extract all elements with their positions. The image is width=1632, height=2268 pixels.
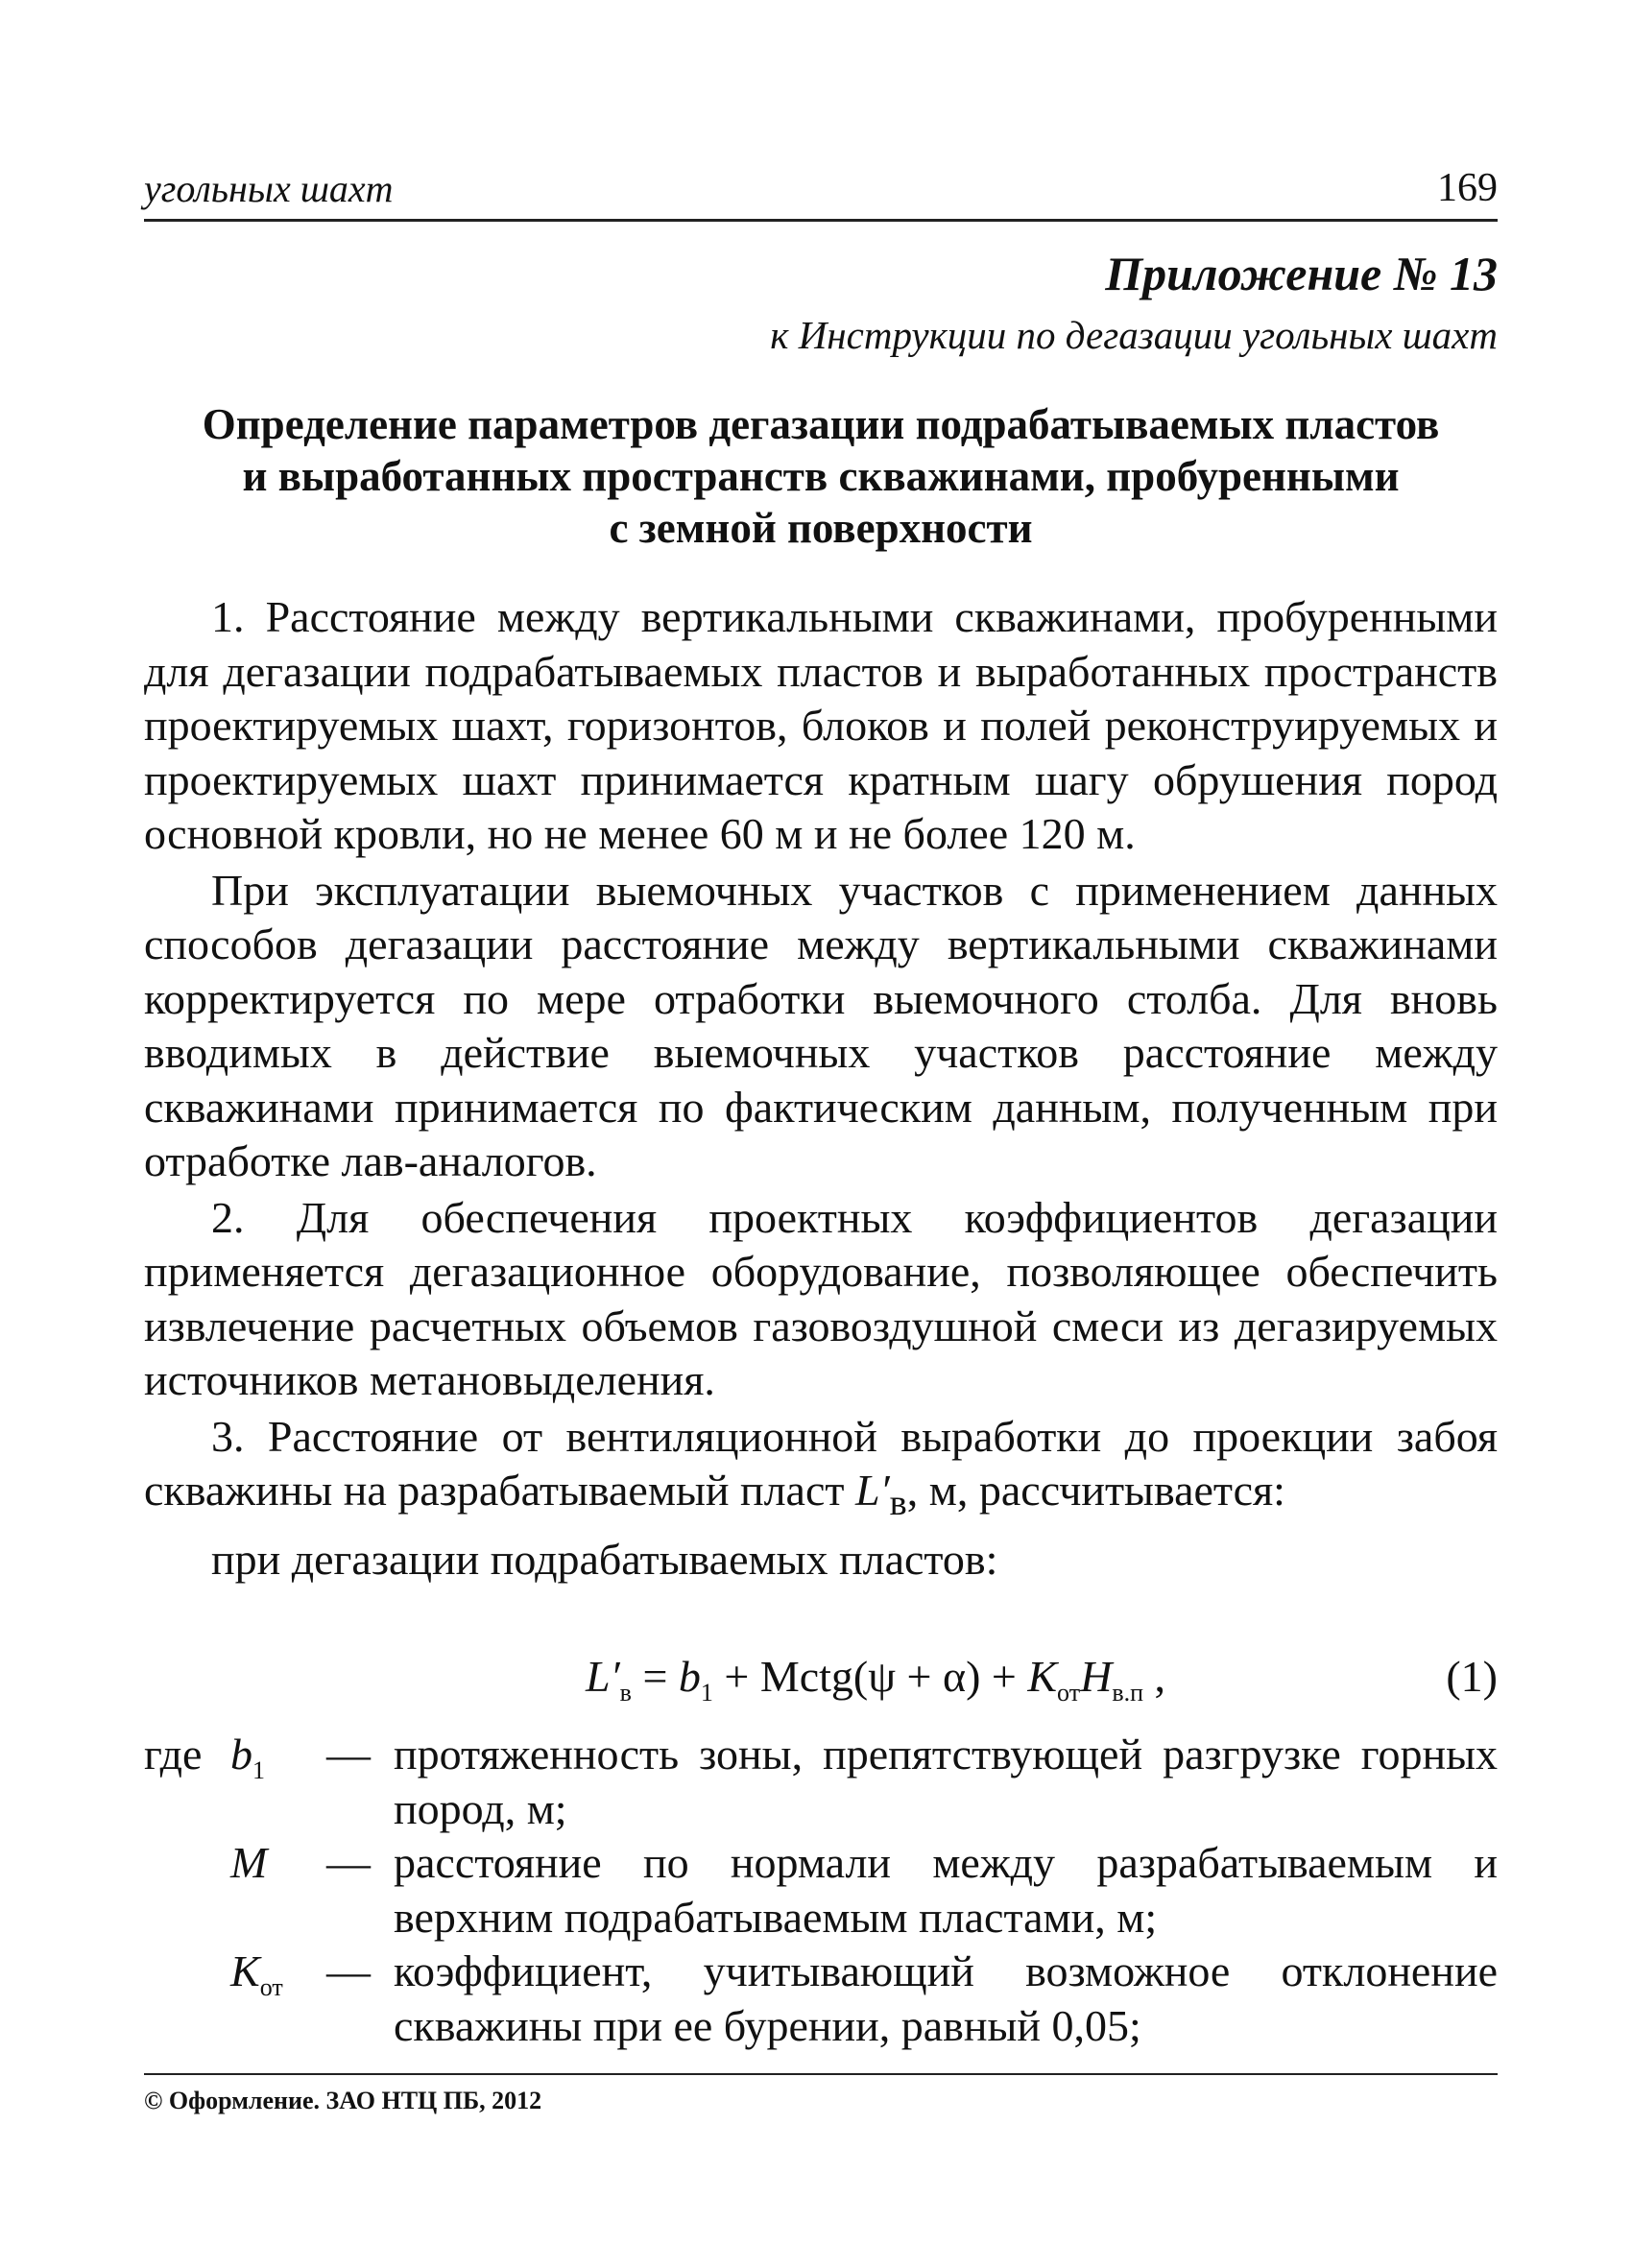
definition-prefix (144, 1836, 230, 1945)
definition-symbol-main: M (230, 1838, 268, 1887)
formula: $L'_в = b_1$ + Mctg(ψ + $\alpha) + K_{от}H_{в.п}$ , (586, 1652, 1166, 1707)
paragraph-4-symbol-sub: в (889, 1483, 907, 1524)
formula-row (144, 1651, 1498, 1708)
definitions-list (144, 1728, 1498, 2053)
appendix-block (770, 242, 1498, 365)
paragraph-4-text-a: 3. Расстояние от вентиляционной выработки до проекции забоя скважины на разрабатываемый пласт (144, 1411, 1498, 1515)
heading-line-1: Определение параметров дегазации подрабатываемых пластов (202, 400, 1440, 448)
definition-item (144, 1728, 1498, 1836)
page-number: 169 (1437, 166, 1498, 210)
paragraph-5: при дегазации подрабатываемых пластов: (211, 1534, 998, 1584)
definition-text: протяженность зоны, препятствующей разгрузке горных пород, м; (394, 1730, 1498, 1833)
paragraph-4 (144, 1410, 1498, 1531)
formula-h-sub: в.п (1112, 1679, 1144, 1707)
appendix-title: Приложение № 13 (1105, 247, 1498, 300)
definition-symbol (230, 1728, 326, 1836)
equation-number: (1) (1446, 1652, 1498, 1701)
definition-prefix: где (144, 1730, 203, 1779)
formula-h: H (1080, 1652, 1113, 1701)
formula-m-term: + Mctg(ψ + α) + (724, 1652, 1017, 1701)
formula-k-sub: от (1057, 1679, 1081, 1707)
definition-dash: — (326, 1730, 371, 1779)
definition-dash: — (326, 1838, 371, 1887)
definition-dash: — (326, 1946, 371, 1995)
body-text (144, 590, 1498, 1588)
definition-symbol-sub: 1 (252, 1756, 265, 1785)
paragraph-2: При эксплуатации выемочных участков с применением данных способов дегазации расстояние между вертикальными скважинами корректируется по мере отработки выемочного столба. Для вновь вводимых в действие выемочных участков расстояние между скважинами принимается по фактическим данным, полученным при отработке лав-аналогов. (144, 865, 1498, 1185)
definition-item (144, 1836, 1498, 1945)
definition-symbol-main: K (230, 1946, 260, 1995)
formula-lhs: L′ (586, 1652, 620, 1701)
page-footer (144, 2073, 1498, 2115)
definition-symbol (230, 1945, 326, 2053)
formula-k: K (1027, 1652, 1058, 1701)
paragraph-4-text-b: , м, рассчитывается: (906, 1466, 1285, 1515)
definition-text: расстояние по нормали между разрабатываемым и верхним подрабатываемым пластами, м; (394, 1838, 1498, 1942)
section-heading (144, 398, 1498, 554)
definition-prefix (144, 1945, 230, 2053)
running-header (144, 163, 1498, 222)
appendix-subtitle: к Инструкции по дегазации угольных шахт (770, 313, 1498, 357)
definition-symbol-main: b (230, 1730, 252, 1779)
formula-b-sub: 1 (700, 1679, 713, 1707)
definition-symbol (230, 1836, 326, 1945)
formula-lhs-sub: в (619, 1679, 632, 1707)
definition-symbol-sub: от (259, 1973, 283, 2002)
footer-copyright: © Оформление. ЗАО НТЦ ПБ, 2012 (144, 2087, 542, 2114)
heading-line-2: и выработанных пространств скважинами, пробуренными (242, 452, 1400, 500)
heading-line-3: с земной поверхности (609, 504, 1033, 552)
paragraph-4-symbol: L′ (855, 1466, 890, 1515)
paragraph-3: 2. Для обеспечения проектных коэффициентов дегазации применяется дегазационное оборудование, позволяющее обеспечить извлечение расчетных объемов газовоздушной смеси из дегазируемых источников метановыделения. (144, 1192, 1498, 1404)
formula-b: b (678, 1652, 701, 1701)
definition-item (144, 1945, 1498, 2053)
running-header-title: угольных шахт (144, 167, 394, 210)
paragraph-1: 1. Расстояние между вертикальными скважинами, пробуренными для дегазации подрабатываемых пластов и выработанных пространств проектируемых шахт, горизонтов, блоков и полей реконструируемых и проектируемых шахт принимается кратным шагу обрушения пород основной кровли, но не менее 60 м и не более 120 м. (144, 592, 1498, 858)
definition-text: коэффициент, учитывающий возможное отклонение скважины при ее бурении, равный 0,05; (394, 1946, 1498, 2050)
